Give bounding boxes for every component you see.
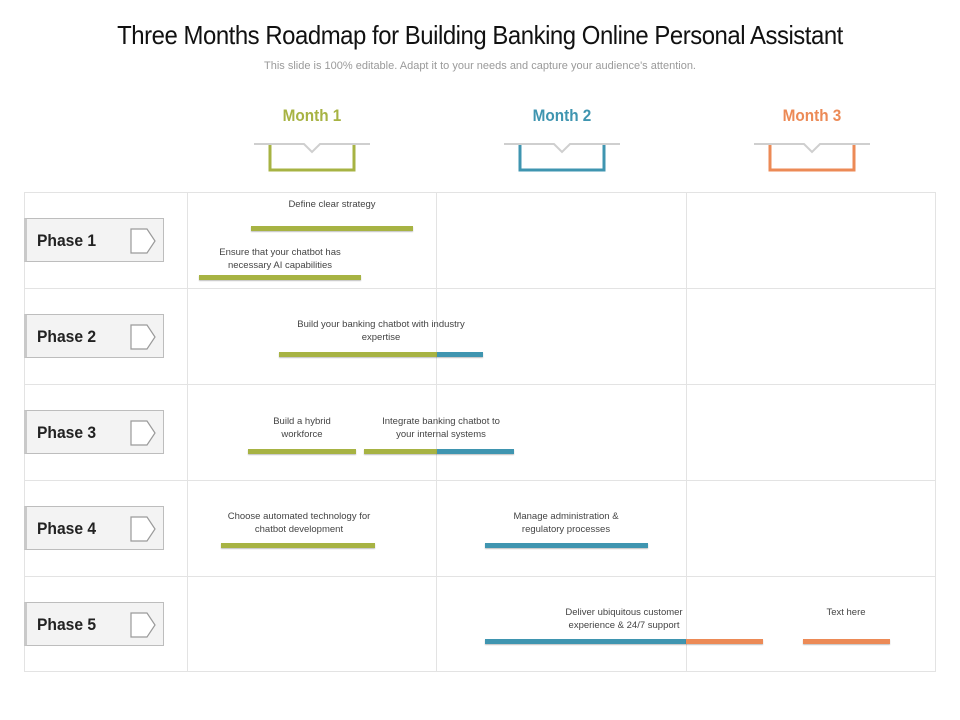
month-3-bracket-icon: [752, 134, 872, 174]
month-1-header: [252, 106, 372, 168]
task-bar: [485, 543, 648, 548]
month-1-bracket-icon: [252, 134, 372, 174]
month-2-header: [502, 106, 622, 168]
task-bar-segment: [437, 449, 514, 454]
task-label: Define clear strategy: [288, 199, 376, 210]
task-bar: [803, 639, 890, 644]
month-3-label: Month 3: [782, 106, 842, 125]
month-1-label: Month 1: [282, 106, 342, 125]
phase-4-label-box: [24, 506, 164, 550]
task-label: Manage administration & regulatory processes: [513, 511, 619, 535]
arrow-tag-icon: [129, 516, 157, 542]
phase-3-label: Phase 3: [37, 423, 97, 442]
phase-3-label-box: [24, 410, 164, 454]
task-bar-segment: [437, 352, 483, 357]
phase-5-label-box: [24, 602, 164, 646]
phase-1-label-box: [24, 218, 164, 262]
task-label: Integrate banking chatbot to your internal systems: [382, 416, 500, 440]
grid-divider: [24, 384, 936, 385]
task-bar: [251, 226, 413, 231]
task-bar: [248, 449, 356, 454]
month-2-bracket-icon: [502, 134, 622, 174]
month-2-label: Month 2: [532, 106, 592, 125]
month-3-header: [752, 106, 872, 168]
grid-divider: [24, 480, 936, 481]
task-label: Ensure that your chatbot has necessary AI capabilities: [219, 247, 341, 271]
arrow-tag-icon: [129, 228, 157, 254]
task-label: Choose automated technology for chatbot development: [227, 511, 371, 535]
phase-4-label: Phase 4: [37, 519, 97, 538]
arrow-tag-icon: [129, 324, 157, 350]
slide-title: Three Months Roadmap for Building Banking Online Personal Assistant: [117, 20, 843, 50]
task-bar-segment: [485, 639, 686, 644]
task-label: Build your banking chatbot with industry expertise: [297, 319, 465, 343]
phase-1-label: Phase 1: [37, 231, 97, 250]
task-label: Text here: [826, 607, 866, 618]
phase-2-label: Phase 2: [37, 327, 97, 346]
arrow-tag-icon: [129, 420, 157, 446]
task-bar-segment: [279, 352, 437, 357]
task-bar: [199, 275, 361, 280]
task-bar: [221, 543, 375, 548]
grid-divider: [24, 576, 936, 577]
grid-divider: [187, 192, 188, 672]
arrow-tag-icon: [129, 612, 157, 638]
task-bar-segment: [364, 449, 437, 454]
slide-subtitle: This slide is 100% editable. Adapt it to your needs and capture your audience's attention.: [264, 60, 696, 72]
grid-divider: [686, 192, 687, 672]
phase-5-label: Phase 5: [37, 615, 97, 634]
phase-2-label-box: [24, 314, 164, 358]
task-bar-segment: [686, 639, 763, 644]
task-label: Deliver ubiquitous customer experience & 24/7 support: [565, 607, 683, 631]
task-label: Build a hybrid workforce: [273, 416, 331, 440]
grid-divider: [24, 288, 936, 289]
